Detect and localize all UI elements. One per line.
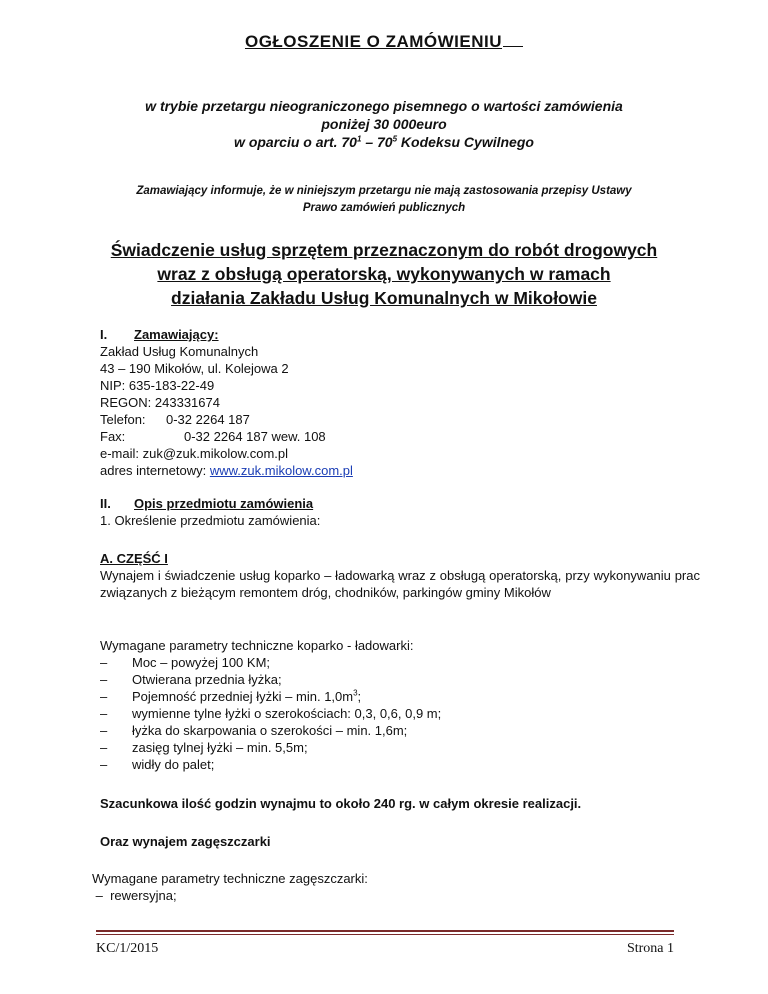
backhoe-params-list [100,654,700,773]
list-item [100,705,700,722]
dash-bullet: – [100,706,108,721]
list-item [92,887,692,904]
subtitle-line-3-mid: – 70 [361,134,393,150]
subtitle-line-2: poniżej 30 000euro [321,116,447,132]
param-text: Otwierana przednia łyżka; [132,672,282,687]
notice-line-2: Prawo zamówień publicznych [302,202,466,214]
authority-name: Zakład Usług Komunalnych [100,344,259,359]
part-a-heading [100,550,700,567]
page-title-text: OGŁOSZENIE O ZAMÓWIENIU [244,32,503,51]
rental-hours: Szacunkowa ilość godzin wynajmu to około 240 rg. w całym okresie realizacji. [100,796,582,811]
phone-value: 0-32 2264 187 [166,412,250,427]
backhoe-parameters [100,637,700,773]
list-item [100,756,700,773]
part-a-description: Wynajem i świadczenie usług koparko – ładowarką wraz z obsługą operatorską, przy wykonywaniu prac związanych z bieżącym remontem dróg, chodników, parkingów gminy Mikołów [100,568,700,600]
param-text: widły do palet; [132,757,215,772]
param-text: zasięg tylnej łyżki – min. 5,5m; [132,740,308,755]
website-link[interactable]: www.zuk.mikolow.com.pl [209,463,353,478]
website-label: adres internetowy: [100,463,210,478]
footer-page-number: Strona 1 [626,941,674,956]
authority-nip: NIP: 635-183-22-49 [100,378,215,393]
authority-website [100,462,700,479]
list-item [100,654,700,671]
dash-bullet: – [95,888,103,903]
dash-bullet: – [100,723,108,738]
list-item [100,722,700,739]
phone-label: Telefon: [100,412,146,427]
list-item [100,739,700,756]
subtitle-line-1: w trybie przetargu nieograniczonego pisemnego o wartości zamówienia [145,98,623,114]
compactor-params-intro: Wymagane parametry techniczne zagęszczarki: [92,871,368,886]
param-text: łyżka do skarpowania o szerokości – min. 1,6m; [132,723,408,738]
procedure-subtitle [0,97,768,151]
subject-line-3: działania Zakładu Usług Komunalnych w Mikołowie [171,288,597,308]
fax-value: 0-32 2264 187 wew. 108 [184,429,326,444]
notice-line-1: Zamawiający informuje, że w niniejszym przetargu nie mają zastosowania przepisy Ustawy [136,185,632,197]
compactor-heading: Oraz wynajem zagęszczarki [100,834,271,849]
part-a-heading-text: A. CZĘŚĆ I [100,551,168,566]
subject-line-2: wraz z obsługą operatorską, wykonywanych w ramach [157,264,611,284]
dash-bullet: – [100,672,108,687]
dash-bullet: – [100,757,108,772]
footer-rule-thin [96,934,674,935]
list-item [100,671,700,688]
section-2-number: II. [100,496,111,511]
page-title [0,32,768,50]
authority-fax [100,428,700,445]
section-contracting-authority [100,326,700,479]
backhoe-params-intro: Wymagane parametry techniczne koparko - ładowarki: [100,638,414,653]
section-2-point-1: 1. Określenie przedmiotu zamówienia: [100,513,321,528]
dash-bullet: – [100,655,108,670]
section-2-label: Opis przedmiotu zamówienia [134,496,314,511]
superscript-5: 5 [392,134,398,144]
subtitle-line-3-post: Kodeksu Cywilnego [397,134,534,150]
footer-rule-thick [96,930,674,932]
section-subject-description [100,495,700,529]
section-2-heading [100,495,700,512]
list-item [100,688,700,705]
section-1-label: Zamawiający: [134,327,219,342]
subtitle-line-3 [0,133,768,151]
compactor-parameters [92,870,692,904]
part-a [100,550,700,601]
title-underline-tail [503,32,523,47]
section-1-heading [100,326,700,343]
authority-email: e-mail: zuk@zuk.mikolow.com.pl [100,446,289,461]
param-text: Moc – powyżej 100 KM; [132,655,271,670]
superscript-3: 3 [353,688,358,698]
authority-phone [100,411,700,428]
superscript-1: 1 [356,134,362,144]
section-1-number: I. [100,327,108,342]
authority-address: 43 – 190 Mikołów, ul. Kolejowa 2 [100,361,289,376]
subtitle-line-3-pre: w oparciu o art. 70 [234,134,357,150]
dash-bullet: – [100,689,108,704]
compactor-item-text: rewersyjna; [110,888,177,903]
param-text: wymienne tylne łyżki o szerokościach: 0,3, 0,6, 0,9 m; [132,706,442,721]
param-text: Pojemność przedniej łyżki – min. 1,0m [132,689,354,704]
contract-subject [0,238,768,310]
legal-notice [0,183,768,217]
dash-bullet: – [100,740,108,755]
param-tail: ; [357,689,362,704]
subject-line-1: Świadczenie usług sprzętem przeznaczonym do robót drogowych [110,240,658,260]
footer-reference: KC/1/2015 [96,941,159,956]
fax-label: Fax: [100,429,126,444]
authority-regon: REGON: 243331674 [100,395,220,410]
